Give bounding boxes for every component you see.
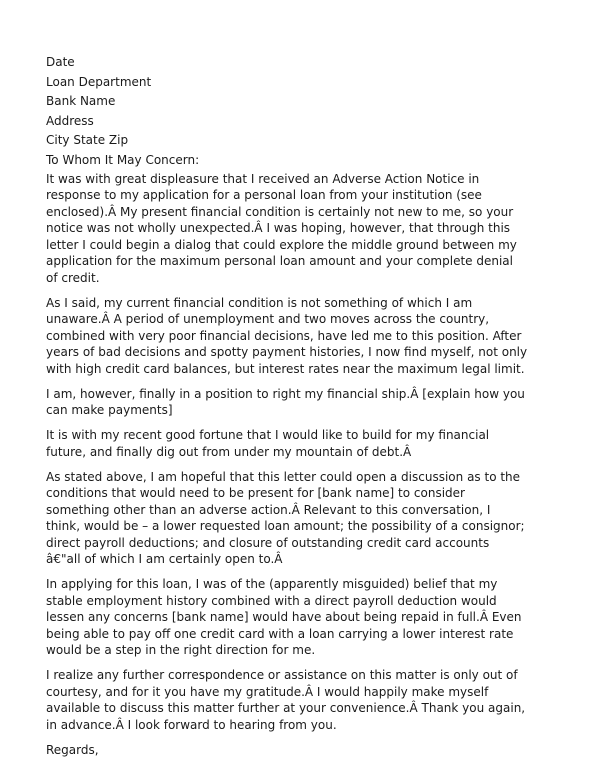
paragraph-line: stable employment history combined with a direct payroll deduction would — [46, 593, 497, 608]
paragraph-line: with high credit card balances, but interest rates near the maximum legal limit. — [46, 361, 525, 376]
paragraph-line: As stated above, I am hopeful that this letter could open a discussion as to the — [46, 469, 521, 484]
paragraph-line: I am, however, finally in a position to right my financial ship.Â [explain how you — [46, 386, 525, 401]
paragraph-line: being able to pay off one credit card with a loan carrying a lower interest rate — [46, 626, 514, 641]
letter-date: Date — [46, 55, 75, 69]
recipient-bank-name: Bank Name — [46, 94, 116, 109]
paragraph-line: It was with great displeasure that I received an Adverse Action Notice in — [46, 171, 480, 186]
paragraph-line: lessen any concerns [bank name] would have about being repaid in full.Â Even — [46, 610, 522, 625]
paragraph-line: unaware.Â A period of unemployment and two moves across the country, — [46, 312, 490, 327]
body-paragraph — [46, 295, 576, 378]
paragraph-line: combined with very poor financial decisions, have led me to this position. After — [46, 328, 522, 343]
recipient-city-state-zip: City State Zip — [46, 133, 129, 148]
paragraph-line: would be a step in the right direction for me. — [46, 643, 316, 658]
paragraph-line: Regards, — [46, 742, 99, 757]
body-paragraph — [46, 386, 576, 419]
paragraph-line: years of bad decisions and spotty payment histories, I now find myself, not only — [46, 345, 528, 360]
closing — [46, 742, 576, 758]
paragraph-line: letter I could begin a dialog that could explore the middle ground between my — [46, 237, 517, 252]
paragraph-line: available to discuss this matter further at your convenience.Â Thank you again, — [46, 701, 526, 716]
paragraph-line: can make payments] — [46, 403, 173, 418]
paragraph-line: future, and finally dig out from under my mountain of debt.Â — [46, 444, 412, 459]
paragraph-line: I realize any further correspondence or assistance on this matter is only out of — [46, 668, 518, 683]
body-paragraph — [46, 576, 576, 659]
paragraph-line: in advance.Â I look forward to hearing from you. — [46, 717, 337, 732]
paragraph-line: think, would be – a lower requested loan amount; the possibility of a consignor; — [46, 519, 525, 534]
letter-document — [46, 53, 576, 758]
paragraph-line: courtesy, and for it you have my gratitude.Â I would happily make myself — [46, 684, 489, 699]
body-paragraph — [46, 469, 576, 568]
paragraph-line: It is with my recent good fortune that I would like to build for my financial — [46, 428, 490, 443]
paragraph-line: direct payroll deductions; and closure of outstanding credit card accounts — [46, 535, 490, 550]
recipient-department: Loan Department — [46, 74, 152, 89]
paragraph-line: something other than an adverse action.Â Relevant to this conversation, I — [46, 502, 491, 517]
body-paragraph — [46, 427, 576, 460]
paragraph-line: â€"all of which I am certainly open to.Â — [46, 552, 283, 567]
body-paragraph — [46, 667, 576, 733]
paragraph-line: enclosed).Â My present financial condition is certainly not new to me, so your — [46, 204, 514, 219]
paragraph-line: As I said, my current financial condition is not something of which I am — [46, 295, 473, 310]
paragraph-line: notice was not wholly unexpected.Â I was hoping, however, that through this — [46, 221, 511, 236]
paragraph-line: In applying for this loan, I was of the (apparently misguided) belief that my — [46, 577, 498, 592]
paragraph-line: response to my application for a personal loan from your institution (see — [46, 188, 482, 203]
recipient-address: Address — [46, 113, 94, 128]
salutation: To Whom It May Concern: — [46, 152, 200, 167]
paragraph-line: of credit. — [46, 270, 100, 285]
letter-body — [46, 171, 576, 758]
paragraph-line: application for the maximum personal loan amount and your complete denial — [46, 254, 513, 269]
body-paragraph — [46, 171, 576, 287]
paragraph-line: conditions that would need to be present for [bank name] to consider — [46, 486, 465, 501]
